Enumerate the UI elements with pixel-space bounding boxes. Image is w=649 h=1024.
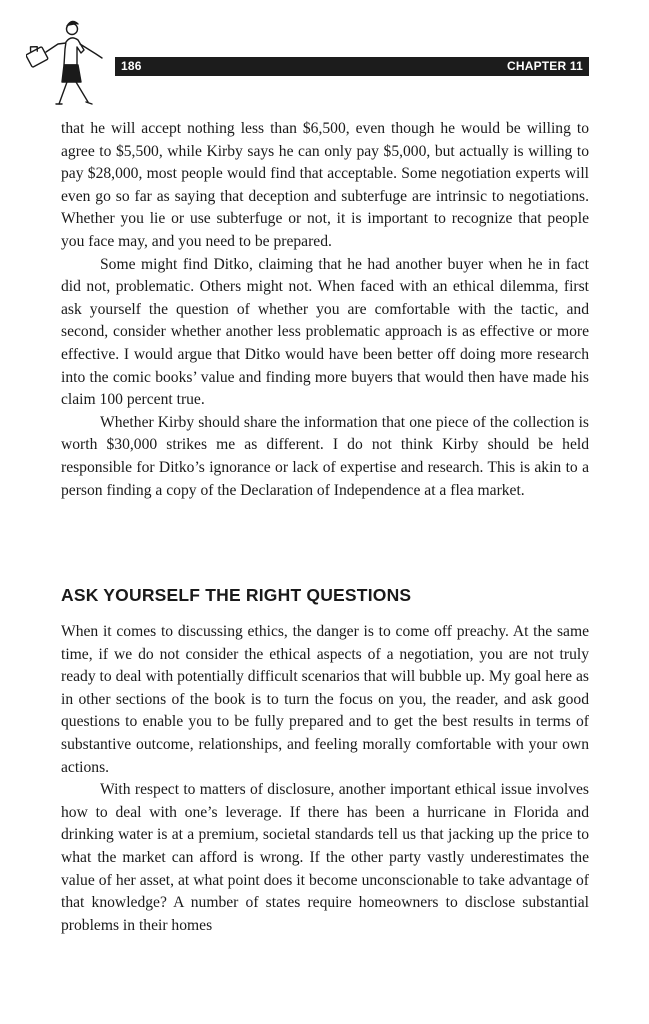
paragraph: Whether Kirby should share the information that one piece of the collection is worth $30,000 strikes me as different. I do not think Kirby should be held responsible for Ditko’s ignorance or lack of expertise and research. This is akin to a person finding a copy of the Declaration of Independence at a flea market. — [61, 413, 589, 499]
section-heading: ASK YOURSELF THE RIGHT QUESTIONS — [61, 585, 412, 605]
paragraph: When it comes to discussing ethics, the danger is to come off preachy. At the same time, if we do not consider the ethical aspects of a negotiation, you are not truly ready to deal with potentially difficult scenarios that will bubble up. My goal here as in other sections of the book is to turn the focus on you, the reader, and ask good questions to enable you to be fully prepared and to get the best results in terms of substantive outcome, relationships, and feeling morally comfortable with your own actions. — [61, 623, 589, 776]
paragraph: With respect to matters of disclosure, another important ethical issue involves how to deal with one’s leverage. If there has been a hurricane in Florida and drinking water is at a premium, societal standards tell us that jacking up the price to what the market can afford is wrong. If the other party vastly underestimates the value of her asset, at what point does it become unconscionable to take advantage of that knowledge? A number of states require homeowners to disclose substantial problems in their homes — [61, 781, 589, 934]
text-block-lower — [61, 621, 589, 937]
paragraph: Some might find Ditko, claiming that he had another buyer when he in fact did not, problematic. Others might not. When faced with an ethical dilemma, first ask yourself the question of whether you are comfortable with the tactic, and second, consider whether another less problematic approach is as effective or more effective. I would argue that Ditko would have been better off doing more research into the comic books’ value and finding more buyers that would then have made his claim 100 percent true. — [61, 255, 589, 409]
paragraph: that he will accept nothing less than $6,500, even though he would be willing to agree to $5,500, while Kirby says he can only pay $5,000, but actually is willing to pay $28,000, most people would find that acceptable. Some negotiation experts will even go so far as saying that deception and subterfuge are intrinsic to negotiations. Whether you lie or use subterfuge or not, it is important to recognize that people you face may, and you need to be prepared. — [61, 120, 589, 250]
text-block-upper — [61, 118, 589, 502]
running-header — [115, 57, 589, 76]
businesswoman-logo-icon — [26, 18, 108, 108]
chapter-label: CHAPTER 11 — [506, 59, 583, 73]
page-number: 186 — [121, 59, 142, 73]
